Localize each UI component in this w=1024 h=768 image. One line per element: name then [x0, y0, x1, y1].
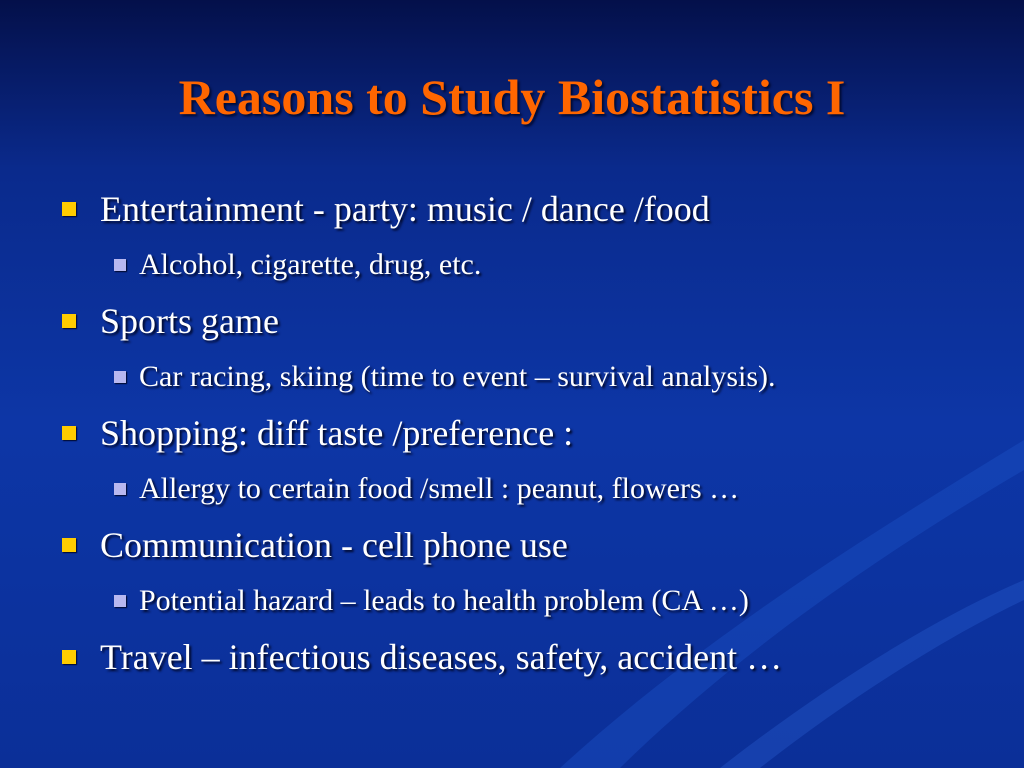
- bullet-text: Communication - cell phone use: [100, 525, 568, 565]
- bullet-item: [62, 631, 1002, 683]
- bullet-text: Entertainment - party: music / dance /food: [100, 189, 710, 229]
- bullet-item: [62, 183, 1002, 235]
- square-bullet-icon: [62, 314, 76, 328]
- bullet-text: Shopping: diff taste /preference :: [100, 413, 574, 453]
- sub-bullet-item: [62, 459, 1002, 519]
- bullet-text: Travel – infectious diseases, safety, accident …: [100, 637, 783, 677]
- sub-bullet-text: Alcohol, cigarette, drug, etc.: [139, 248, 482, 281]
- square-bullet-icon: [114, 483, 126, 495]
- bullet-item: [62, 295, 1002, 347]
- sub-bullet-text: Car racing, skiing (time to event – survival analysis).: [139, 360, 776, 393]
- sub-bullet-item: [62, 347, 1002, 407]
- sub-bullet-text: Allergy to certain food /smell : peanut, flowers …: [139, 472, 740, 505]
- bullet-text: Sports game: [100, 301, 279, 341]
- slide-title: Reasons to Study Biostatistics I: [178, 69, 846, 125]
- square-bullet-icon: [114, 259, 126, 271]
- bullet-item: [62, 519, 1002, 571]
- square-bullet-icon: [62, 426, 76, 440]
- square-bullet-icon: [114, 595, 126, 607]
- square-bullet-icon: [62, 538, 76, 552]
- square-bullet-icon: [62, 202, 76, 216]
- sub-bullet-item: [62, 571, 1002, 631]
- bullet-list: [62, 183, 1002, 683]
- sub-bullet-item: [62, 235, 1002, 295]
- sub-bullet-text: Potential hazard – leads to health problem (CA …): [139, 584, 749, 617]
- square-bullet-icon: [62, 650, 76, 664]
- square-bullet-icon: [114, 371, 126, 383]
- bullet-item: [62, 407, 1002, 459]
